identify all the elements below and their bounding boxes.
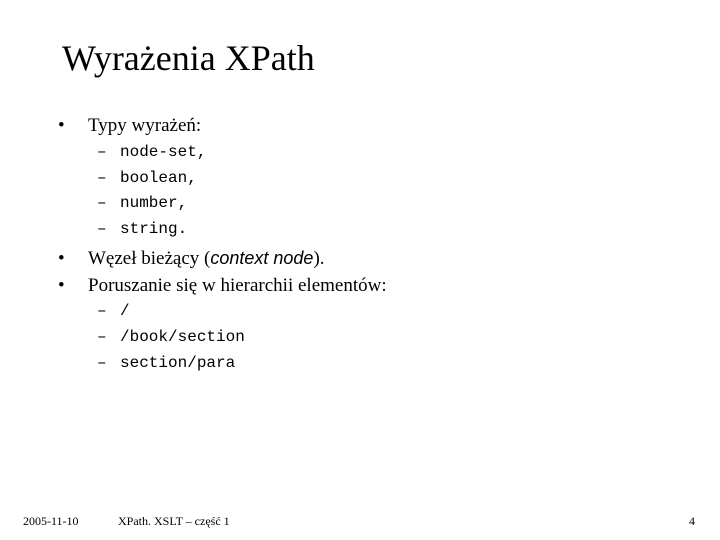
- sub-bullet-marker: –: [97, 354, 107, 372]
- sub-bullet-marker: –: [97, 220, 107, 238]
- bullet-item: [58, 273, 387, 299]
- bullet-item: [58, 245, 325, 272]
- sub-bullet-item: [97, 351, 235, 375]
- sub-bullet-item: [97, 325, 245, 349]
- bullet-marker: •: [58, 248, 65, 269]
- footer-date: 2005-11-10: [23, 514, 79, 528]
- sub-bullet-text: /: [120, 302, 130, 320]
- sub-bullet-item: [97, 299, 130, 323]
- sub-bullet-marker: –: [97, 143, 107, 161]
- sub-bullet-item: [97, 140, 206, 164]
- sub-bullet-item: [97, 217, 187, 241]
- page-number: 4: [689, 514, 695, 528]
- sub-bullet-item: [97, 166, 197, 190]
- sub-bullet-text: /book/section: [120, 328, 245, 346]
- sub-bullet-marker: –: [97, 328, 107, 346]
- sub-bullet-text: string.: [120, 220, 188, 238]
- bullet-text: Poruszanie się w hierarchii elementów:: [88, 275, 387, 296]
- sub-bullet-text: node-set,: [120, 143, 207, 161]
- bullet-marker: •: [58, 275, 65, 296]
- footer-title: XPath. XSLT – część 1: [118, 514, 230, 528]
- bullet-text-after: ).: [313, 248, 325, 269]
- bullet-text-before: Węzeł bieżący (: [88, 248, 211, 269]
- bullet-text: Typy wyrażeń:: [88, 115, 202, 136]
- sub-bullet-marker: –: [97, 194, 107, 212]
- sub-bullet-item: [97, 191, 187, 215]
- sub-bullet-text: number,: [120, 194, 188, 212]
- bullet-marker: •: [58, 115, 65, 136]
- bullet-item: [58, 113, 201, 139]
- sub-bullet-text: section/para: [120, 354, 236, 372]
- sub-bullet-marker: –: [97, 302, 107, 320]
- sub-bullet-marker: –: [97, 169, 107, 187]
- sub-bullet-text: boolean,: [120, 169, 197, 187]
- slide-title: Wyrażenia XPath: [62, 38, 315, 78]
- bullet-text-italic: context node: [210, 248, 314, 268]
- bullet-text: [88, 245, 325, 272]
